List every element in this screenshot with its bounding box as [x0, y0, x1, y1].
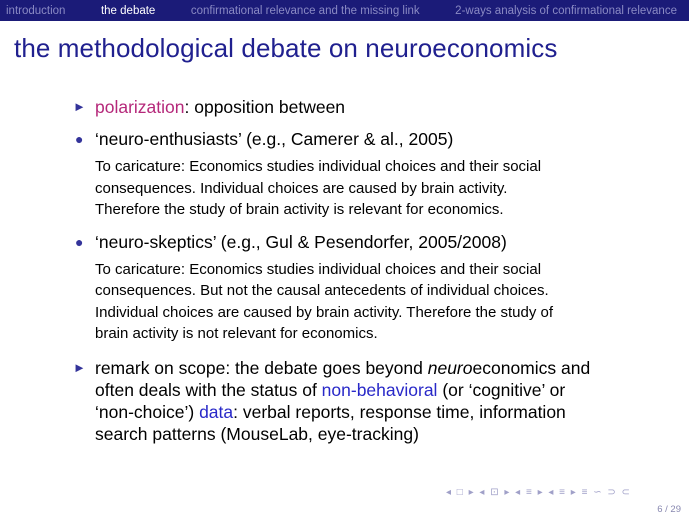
triangle-bullet-icon: ► [73, 99, 86, 114]
nav-item-2-ways-analysis[interactable]: 2-ways analysis of confirmational relevance [455, 4, 677, 17]
navigation-bar [0, 0, 689, 21]
nav-item-confirmational-relevance[interactable]: confirmational relevance and the missing link [190, 4, 420, 17]
bullet-text: ‘neuro-enthusiasts’ (e.g., Camerer & al., 2005) [95, 129, 454, 149]
bullet-text: polarization: opposition between [95, 97, 346, 117]
nav-item-introduction[interactable]: introduction [6, 4, 66, 17]
enthusiasts-description: To caricature: Economics studies individual choices and their social consequences. Individual choices are caused by brain activity. Therefore the study of brain activity is relevant for economics. [95, 158, 542, 218]
bullet-polarization [73, 96, 653, 118]
slide-content [73, 96, 653, 445]
dot-bullet-icon: ● [75, 233, 84, 250]
page-number: 6 / 29 [657, 504, 681, 515]
nav-item-the-debate[interactable]: the debate [100, 4, 156, 17]
bullet-text: remark on scope: the debate goes beyond neuroeconomics and often deals with the status of non-behavioral (or ‘cognitive’ or ‘non-choice’) data: verbal reports, response time, information search patterns (MouseLab, eye-tracking) [95, 357, 591, 444]
highlighted-term: data [199, 401, 234, 422]
skeptics-description: To caricature: Economics studies individual choices and their social consequences. But not the causal antecedents of individual choices. Individual choices are caused by brain activity. Therefore the study of brain activity is not relevant for economics. [95, 260, 554, 342]
triangle-bullet-icon: ► [73, 359, 86, 375]
bullet-remark-on-scope [73, 357, 653, 445]
bullet-neuro-enthusiasts [73, 128, 653, 150]
page-title: the methodological debate on neuroeconomics [14, 33, 558, 63]
bullet-neuro-skeptics [73, 231, 653, 253]
highlighted-term: polarization [95, 97, 185, 117]
dot-bullet-icon: ● [75, 131, 84, 147]
slide-navigation-icons[interactable]: ◂ □ ▸ ◂ ⊡ ▸ ◂ ≡ ▸ ◂ ≡ ▸ ≡ ∽ ⊃ ⊂ [446, 487, 632, 498]
bullet-text: ‘neuro-skeptics’ (e.g., Gul & Pesendorfer, 2005/2008) [95, 231, 507, 252]
highlighted-term: non-behavioral [321, 379, 438, 400]
